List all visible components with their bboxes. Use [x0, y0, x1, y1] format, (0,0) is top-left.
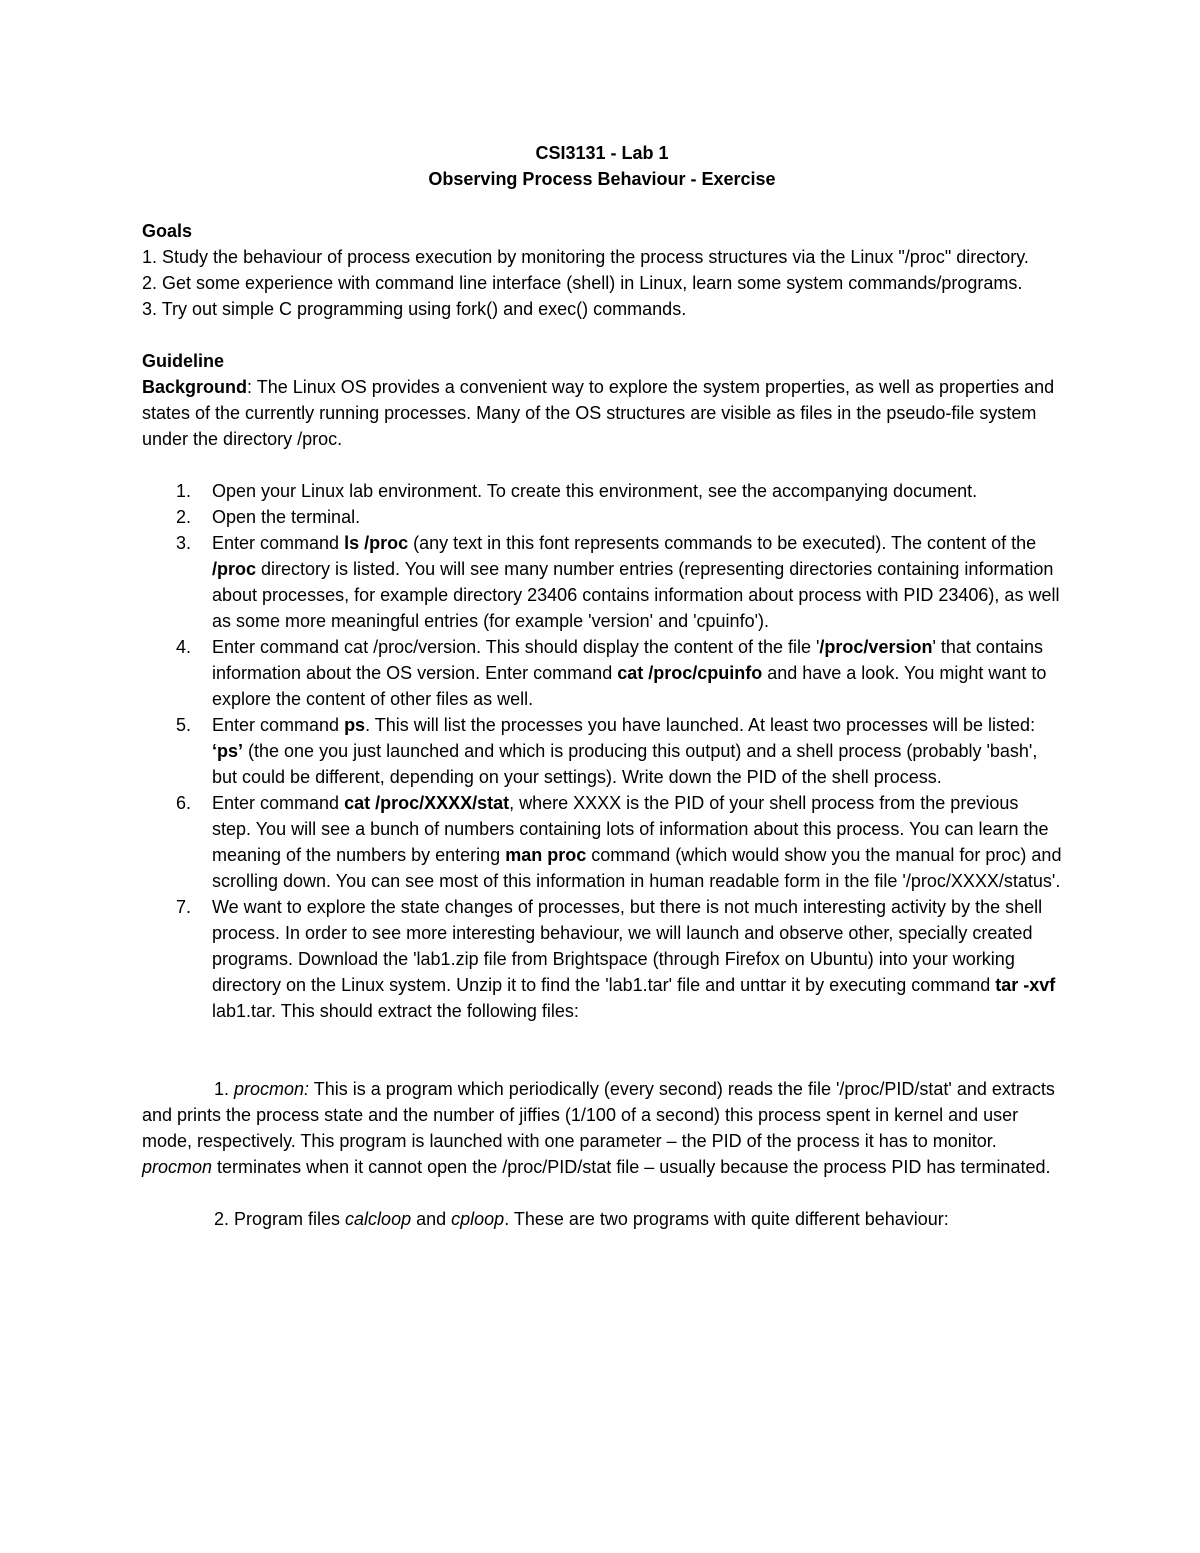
goals-section — [142, 218, 1062, 322]
procmon-paragraph — [142, 1076, 1062, 1180]
list-item — [142, 478, 1062, 504]
step-text: ' that contains information about the OS version. Enter command — [212, 637, 1043, 683]
list-item — [142, 504, 1062, 530]
title-line-2: Observing Process Behaviour - Exercise — [428, 169, 776, 189]
program-name: cploop — [451, 1209, 505, 1229]
guideline-section — [142, 348, 1062, 452]
step-text: (the one you just launched and which is producing this output) and a shell process (probably 'bash', but could be different, depending on your settings). Write down the PID of the shell process. — [212, 741, 1038, 787]
step-number: 3. — [176, 533, 192, 553]
step-text: (any text in this font represents commands to be executed). The content of the — [408, 533, 1037, 553]
document-body — [142, 140, 1062, 1232]
step-text: Enter command — [212, 793, 345, 813]
goal-item: 1. Study the behaviour of process execution by monitoring the process structures via the Linux "/proc" directory. — [142, 247, 1029, 267]
background-paragraph — [142, 374, 1062, 452]
list-item — [142, 790, 1062, 894]
step-text: lab1.tar. This should extract the following files: — [212, 1001, 579, 1021]
step-number: 1. — [176, 481, 192, 501]
command-text: ls /proc — [344, 533, 409, 553]
step-text: Open your Linux lab environment. To create this environment, see the accompanying document. — [212, 481, 978, 501]
step-number: 4. — [176, 637, 192, 657]
step-text: Open the terminal. — [212, 507, 361, 527]
program-name: procmon — [142, 1157, 213, 1177]
command-text: /proc — [212, 559, 257, 579]
paragraph-text: and — [411, 1209, 452, 1229]
command-text: /proc/version — [819, 637, 933, 657]
list-item — [142, 712, 1062, 790]
step-number: 6. — [176, 793, 192, 813]
command-text: man proc — [505, 845, 587, 865]
paragraph-text: . These are two programs with quite different behaviour: — [504, 1209, 949, 1229]
command-text: tar -xvf — [995, 975, 1056, 995]
steps-list — [142, 478, 1062, 1024]
command-text: ‘ps’ — [212, 741, 244, 761]
step-number: 2. — [176, 507, 192, 527]
step-number: 5. — [176, 715, 192, 735]
goal-item: 2. Get some experience with command line interface (shell) in Linux, learn some system commands/programs. — [142, 273, 1023, 293]
list-item — [142, 634, 1062, 712]
background-label: Background — [142, 377, 248, 397]
guideline-heading: Guideline — [142, 351, 225, 371]
list-item — [142, 894, 1062, 1024]
step-number: 7. — [176, 897, 192, 917]
program-name: procmon: — [234, 1079, 310, 1099]
paragraph-text: 1. — [214, 1079, 235, 1099]
command-text: ps — [344, 715, 366, 735]
command-text: cat /proc/cpuinfo — [617, 663, 763, 683]
goal-item: 3. Try out simple C programming using fork() and exec() commands. — [142, 299, 687, 319]
document-title — [142, 140, 1062, 192]
programs-paragraph — [142, 1206, 1062, 1232]
step-text: Enter command — [212, 533, 345, 553]
background-text: : The Linux OS provides a convenient way to explore the system properties, as well as properties and states of the currently running processes. Many of the OS structures are visible as files in the pseudo-file system under the directory /proc. — [142, 377, 1055, 449]
step-text: We want to explore the state changes of processes, but there is not much interesting activity by the shell process. In order to see more interesting behaviour, we will launch and observe other, specially created programs. Download the 'lab1.zip file from Brightspace (through Firefox on Ubuntu) into your working directory on the Linux system. Unzip it to find the 'lab1.tar' file and unttar it by executing command — [212, 897, 1043, 995]
goals-heading: Goals — [142, 221, 193, 241]
step-text: Enter command cat /proc/version. This should display the content of the file ' — [212, 637, 820, 657]
step-text: directory is listed. You will see many number entries (representing directories containing information about processes, for example directory 23406 contains information about process with PID 23406), as well as some more meaningful entries (for example 'version' and 'cpuinfo'). — [212, 559, 1060, 631]
program-name: calcloop — [345, 1209, 412, 1229]
step-text: . This will list the processes you have launched. At least two processes will be listed: — [365, 715, 1036, 735]
list-item — [142, 530, 1062, 634]
step-text: command (which would show you the manual for proc) and scrolling down. You can see most of this information in human readable form in the file '/proc/XXXX/status'. — [212, 845, 1062, 891]
command-text: cat /proc/XXXX/stat — [344, 793, 510, 813]
step-text: , where XXXX is the PID of your shell process from the previous step. You will see a bunch of numbers containing lots of information about this process. You can learn the meaning of the numbers by entering — [212, 793, 1049, 865]
step-text: and have a look. You might want to explore the content of other files as well. — [212, 663, 1047, 709]
title-line-1: CSI3131 - Lab 1 — [535, 143, 669, 163]
step-text: Enter command — [212, 715, 345, 735]
paragraph-text: This is a program which periodically (every second) reads the file '/proc/PID/stat' and extracts and prints the process state and the number of jiffies (1/100 of a second) this process spent in kernel and user mode, respectively. This program is launched with one parameter – the PID of the process it has to monitor. — [142, 1079, 1055, 1151]
paragraph-text: 2. Program files — [214, 1209, 346, 1229]
paragraph-text: terminates when it cannot open the /proc/PID/stat file – usually because the process PID has terminated. — [212, 1157, 1051, 1177]
